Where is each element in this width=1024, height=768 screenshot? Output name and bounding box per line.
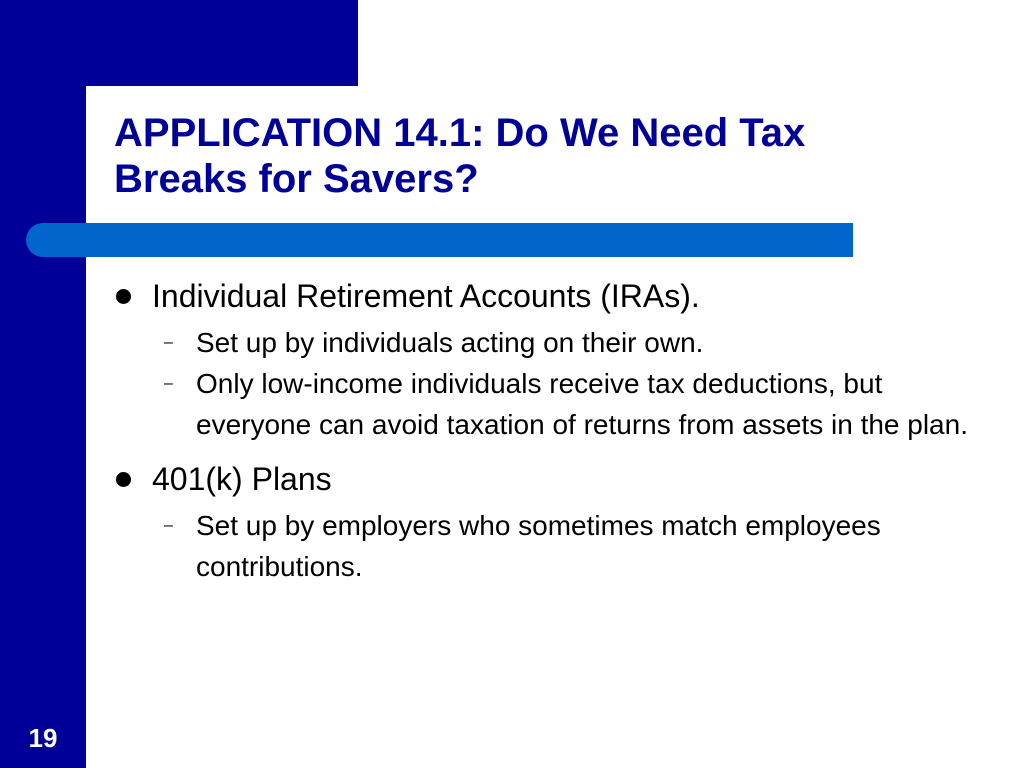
bullet-text: Individual Retirement Accounts (IRAs). (152, 278, 700, 314)
bullet-text: 401(k) Plans (152, 461, 332, 497)
dash-icon: – (164, 375, 173, 392)
left-decorative-bar (0, 0, 86, 768)
sub-bullet-text: Set up by individuals acting on their own. (196, 327, 704, 358)
bullet-item-iras (114, 270, 994, 322)
sub-bullet-item (114, 505, 994, 587)
slide-title-line-2: Breaks for Savers? (114, 157, 479, 201)
sub-bullet-item (114, 322, 994, 363)
slide-title (114, 110, 974, 202)
sub-bullet-item (114, 363, 994, 445)
slide-title-line-1: APPLICATION 14.1: Do We Need Tax (114, 111, 806, 155)
slide-number: 19 (28, 723, 58, 753)
slide-content (114, 270, 994, 587)
bullet-dot-icon (116, 289, 131, 304)
spacer (114, 445, 994, 453)
dash-icon: – (164, 517, 173, 534)
sub-bullet-text: Set up by employers who sometimes match employees contributions. (196, 510, 881, 582)
title-accent-bar (26, 223, 853, 257)
bullet-item-401k (114, 453, 994, 505)
sub-bullet-text: Only low-income individuals receive tax deductions, but everyone can avoid taxation of returns from assets in the plan. (196, 368, 968, 440)
top-decorative-block (0, 0, 358, 86)
bullet-dot-icon (116, 472, 131, 487)
dash-icon: – (164, 334, 173, 351)
